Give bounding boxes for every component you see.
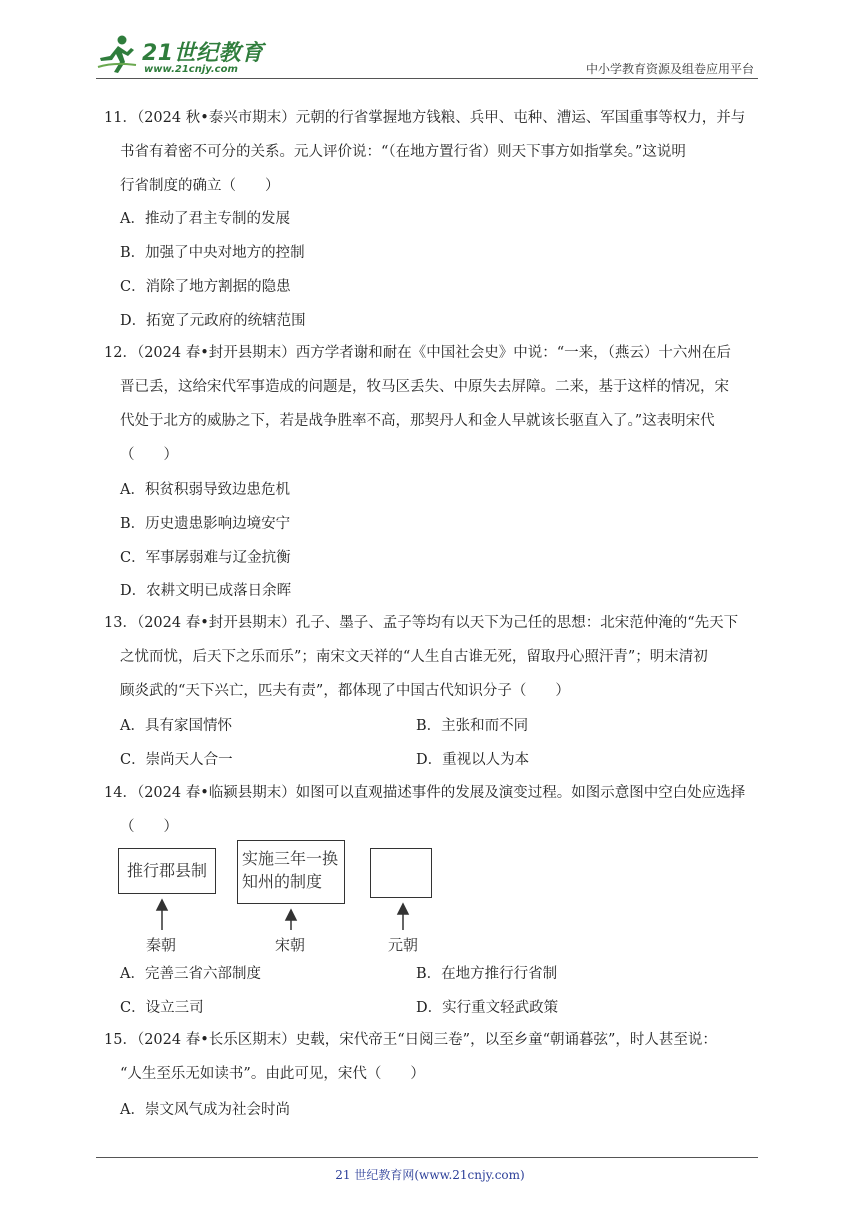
question-text-line: “人生至乐无如读书”。由此可见，宋代（ ）	[120, 1066, 425, 1082]
question-text-line: 代处于北方的威胁之下，若是战争胜率不高，那契丹人和金人早就该长驱直入了。”这表明宋代	[120, 413, 715, 429]
arrow-head-icon	[157, 900, 167, 910]
site-logo[interactable]	[96, 30, 266, 78]
footer-link[interactable]: 21 世纪教育网(www.21cnjy.com)	[335, 1168, 525, 1182]
question-text-line: 13．（2024 春•封开县期末）孔子、墨子、孟子等均有以天下为己任的思想：北宋范仲淹的“先天下	[104, 615, 739, 631]
question-14	[104, 776, 764, 844]
option-a[interactable]: A．积贫积弱导致边患危机	[120, 482, 290, 498]
question-12	[104, 336, 764, 472]
option-c[interactable]: C．设立三司	[120, 1000, 204, 1016]
question-text-line: 之忧而忧，后天下之乐而乐”；南宋文天祥的“人生自古谁无死，留取丹心照汗青”；明末清初	[120, 649, 708, 665]
question-text-line: 14．（2024 春•临颍县期末）如图可以直观描述事件的发展及演变过程。如图示意图中空白处应选择	[104, 785, 746, 801]
page-header	[96, 30, 756, 78]
option-c[interactable]: C．崇尚天人合一	[120, 752, 233, 768]
question-11	[104, 101, 764, 203]
question-text-line: 行省制度的确立（ ）	[120, 178, 280, 194]
option-a[interactable]: A．具有家国情怀	[120, 718, 232, 734]
timeline-diagram	[118, 840, 438, 955]
diagram-label-yuan: 元朝	[388, 936, 419, 954]
question-15	[104, 1023, 764, 1091]
option-d[interactable]: D．农耕文明已成落日余晖	[120, 583, 292, 599]
question-text-line: （ ）	[120, 447, 178, 463]
option-a[interactable]: A．完善三省六部制度	[120, 966, 261, 982]
question-text-line: 顾炎武的“天下兴亡，匹夫有责”，都体现了中国古代知识分子（ ）	[120, 683, 570, 699]
logo-url: www.21cnjy.com	[144, 64, 238, 75]
option-c[interactable]: C．军事孱弱难与辽金抗衡	[120, 550, 291, 566]
option-a[interactable]: A．崇文风气成为社会时尚	[120, 1102, 290, 1118]
diagram-label-qin: 秦朝	[146, 936, 177, 954]
question-text-line: 15．（2024 春•长乐区期末）史载，宋代帝王“日阅三卷”，以至乡童“朝诵暮弦”，时人甚至说：	[104, 1032, 717, 1048]
option-d[interactable]: D．重视以人为本	[416, 752, 530, 768]
diagram-label-song: 宋朝	[275, 936, 306, 954]
diagram-box-song: 实施三年一换 知州的制度	[237, 840, 345, 904]
option-b[interactable]: B．在地方推行行省制	[416, 966, 558, 982]
option-c[interactable]: C．消除了地方割据的隐患	[120, 279, 291, 295]
runner-logo-icon	[96, 34, 140, 74]
option-d[interactable]: D．实行重文轻武政策	[416, 1000, 559, 1016]
header-divider	[96, 78, 758, 79]
option-a[interactable]: A．推动了君主专制的发展	[120, 211, 290, 227]
platform-title: 中小学教育资源及组卷应用平台	[585, 62, 754, 76]
question-text-line: 晋已丢，这给宋代军事造成的问题是，牧马区丢失、中原失去屏障。二来，基于这样的情况，宋	[120, 379, 729, 395]
option-d[interactable]: D．拓宽了元政府的统辖范围	[120, 313, 306, 329]
question-text-line: 12．（2024 春•封开县期末）西方学者谢和耐在《中国社会史》中说：“一来，（燕云）十六州在后	[104, 345, 731, 361]
logo-text: 21世纪教育	[142, 41, 264, 66]
footer-divider	[96, 1157, 758, 1158]
question-13	[104, 606, 764, 708]
question-text-line: 书省有着密不可分的关系。元人评价说：“（在地方置行省）则天下事方如指掌矣。”这说明	[120, 144, 686, 160]
option-b[interactable]: B．历史遗患影响边境安宁	[120, 516, 291, 532]
diagram-arrows	[118, 840, 438, 940]
diagram-box-qin: 推行郡县制	[118, 848, 216, 894]
question-text-line: 11．（2024 秋•泰兴市期末）元朝的行省掌握地方钱粮、兵甲、屯种、漕运、军国重事等权力，并与	[104, 110, 746, 126]
option-b[interactable]: B．主张和而不同	[416, 718, 529, 734]
question-text-line: （ ）	[120, 819, 178, 835]
option-b[interactable]: B．加强了中央对地方的控制	[120, 245, 305, 261]
arrow-head-icon	[398, 904, 408, 914]
arrow-head-icon	[286, 910, 296, 920]
